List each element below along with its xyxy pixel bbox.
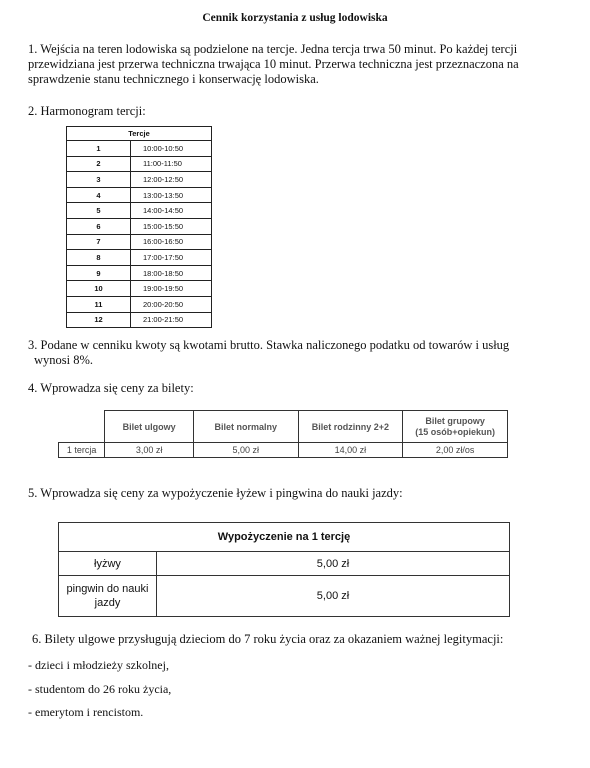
header-bilet-normalny: Bilet normalny: [194, 411, 299, 443]
table-row: [67, 312, 212, 328]
schedule-table: [66, 126, 212, 328]
paragraph-2: 2. Harmonogram tercji:: [28, 104, 146, 118]
table-row: [67, 187, 212, 203]
tercja-number: 7: [67, 234, 131, 250]
table-row: [67, 296, 212, 312]
list-item: - emerytom i rencistom.: [28, 705, 144, 719]
table-row: [67, 265, 212, 281]
tercja-time: 19:00-19:50: [131, 281, 212, 297]
ticket-price-table: [58, 410, 508, 458]
table-row: [67, 218, 212, 234]
rental-header-row: [59, 523, 510, 552]
tercja-time: 20:00-20:50: [131, 296, 212, 312]
row-label: 1 tercja: [59, 443, 105, 458]
tercja-number: 4: [67, 187, 131, 203]
document-title: Cennik korzystania z usług lodowiska: [202, 12, 388, 24]
tercja-time: 12:00-12:50: [131, 172, 212, 188]
tercja-time: 21:00-21:50: [131, 312, 212, 328]
tercja-number: 9: [67, 265, 131, 281]
tercja-number: 5: [67, 203, 131, 219]
tercja-number: 12: [67, 312, 131, 328]
price-rodzinny: 14,00 zł: [298, 443, 403, 458]
tercja-time: 17:00-17:50: [131, 250, 212, 266]
rental-label-pingwin-line-2: jazdy: [94, 597, 121, 609]
tercja-number: 6: [67, 218, 131, 234]
table-row: [67, 156, 212, 172]
rental-header: Wypożyczenie na 1 tercję: [59, 523, 510, 552]
price-grupowy: 2,00 zł/os: [403, 443, 508, 458]
header-bilet-grupowy-label: Bilet grupowy: [425, 415, 485, 426]
table-row: [59, 552, 510, 576]
rental-label-pingwin: [59, 576, 157, 617]
rental-table: [58, 522, 510, 617]
rental-price-pingwin: 5,00 zł: [157, 576, 510, 617]
tercja-number: 2: [67, 156, 131, 172]
tercja-time: 11:00-11:50: [131, 156, 212, 172]
tercja-number: 1: [67, 141, 131, 157]
header-bilet-grupowy-note: (15 osób+opiekun): [415, 426, 495, 437]
paragraph-3-line-2: wynosi 8%.: [34, 353, 94, 367]
header-bilet-grupowy: [403, 411, 508, 443]
price-header-row: [59, 411, 508, 443]
list-item: - dzieci i młodzieży szkolnej,: [28, 658, 169, 672]
rental-label-lyzwy: łyżwy: [59, 552, 157, 576]
tercja-time: 13:00-13:50: [131, 187, 212, 203]
tercja-number: 3: [67, 172, 131, 188]
paragraph-4: 4. Wprowadza się ceny za bilety:: [28, 381, 194, 395]
table-row: [67, 141, 212, 157]
table-row: [67, 281, 212, 297]
paragraph-6: 6. Bilety ulgowe przysługują dzieciom do 7 roku życia oraz za okazaniem ważnej legitymacji:: [32, 632, 504, 646]
table-row: [67, 203, 212, 219]
paragraph-3-line-1: 3. Podane w cenniku kwoty są kwotami brutto. Stawka naliczonego podatku od towarów i usług: [28, 338, 510, 352]
tercja-time: 16:00-16:50: [131, 234, 212, 250]
rental-label-pingwin-line-1: pingwin do nauki: [66, 583, 149, 595]
table-row: [67, 234, 212, 250]
tercja-number: 8: [67, 250, 131, 266]
paragraph-5: 5. Wprowadza się ceny za wypożyczenie łyżew i pingwina do nauki jazdy:: [28, 486, 403, 500]
list-item: - studentom do 26 roku życia,: [28, 682, 172, 696]
schedule-header: Tercje: [67, 127, 212, 141]
price-ulgowy: 3,00 zł: [105, 443, 194, 458]
tercja-time: 14:00-14:50: [131, 203, 212, 219]
tercja-time: 15:00-15:50: [131, 218, 212, 234]
paragraph-1: 1. Wejścia na teren lodowiska są podzielone na tercje. Jedna tercja trwa 50 minut. Po każdej tercji przewidziana jest przerwa techniczna trwająca 10 minut. Przerwa techniczna jest przeznaczona na sprawdzenie stanu technicznego i konserwację lodowiska.: [28, 42, 519, 86]
tercja-number: 11: [67, 296, 131, 312]
tercja-time: 10:00-10:50: [131, 141, 212, 157]
rental-price-lyzwy: 5,00 zł: [157, 552, 510, 576]
header-bilet-rodzinny: Bilet rodzinny 2+2: [298, 411, 403, 443]
tercja-number: 10: [67, 281, 131, 297]
price-normalny: 5,00 zł: [194, 443, 299, 458]
empty-corner-cell: [59, 411, 105, 443]
table-row: [59, 576, 510, 617]
schedule-header-row: [67, 127, 212, 141]
table-row: [67, 172, 212, 188]
table-row: [67, 250, 212, 266]
table-row: [59, 443, 508, 458]
tercja-time: 18:00-18:50: [131, 265, 212, 281]
header-bilet-ulgowy: Bilet ulgowy: [105, 411, 194, 443]
